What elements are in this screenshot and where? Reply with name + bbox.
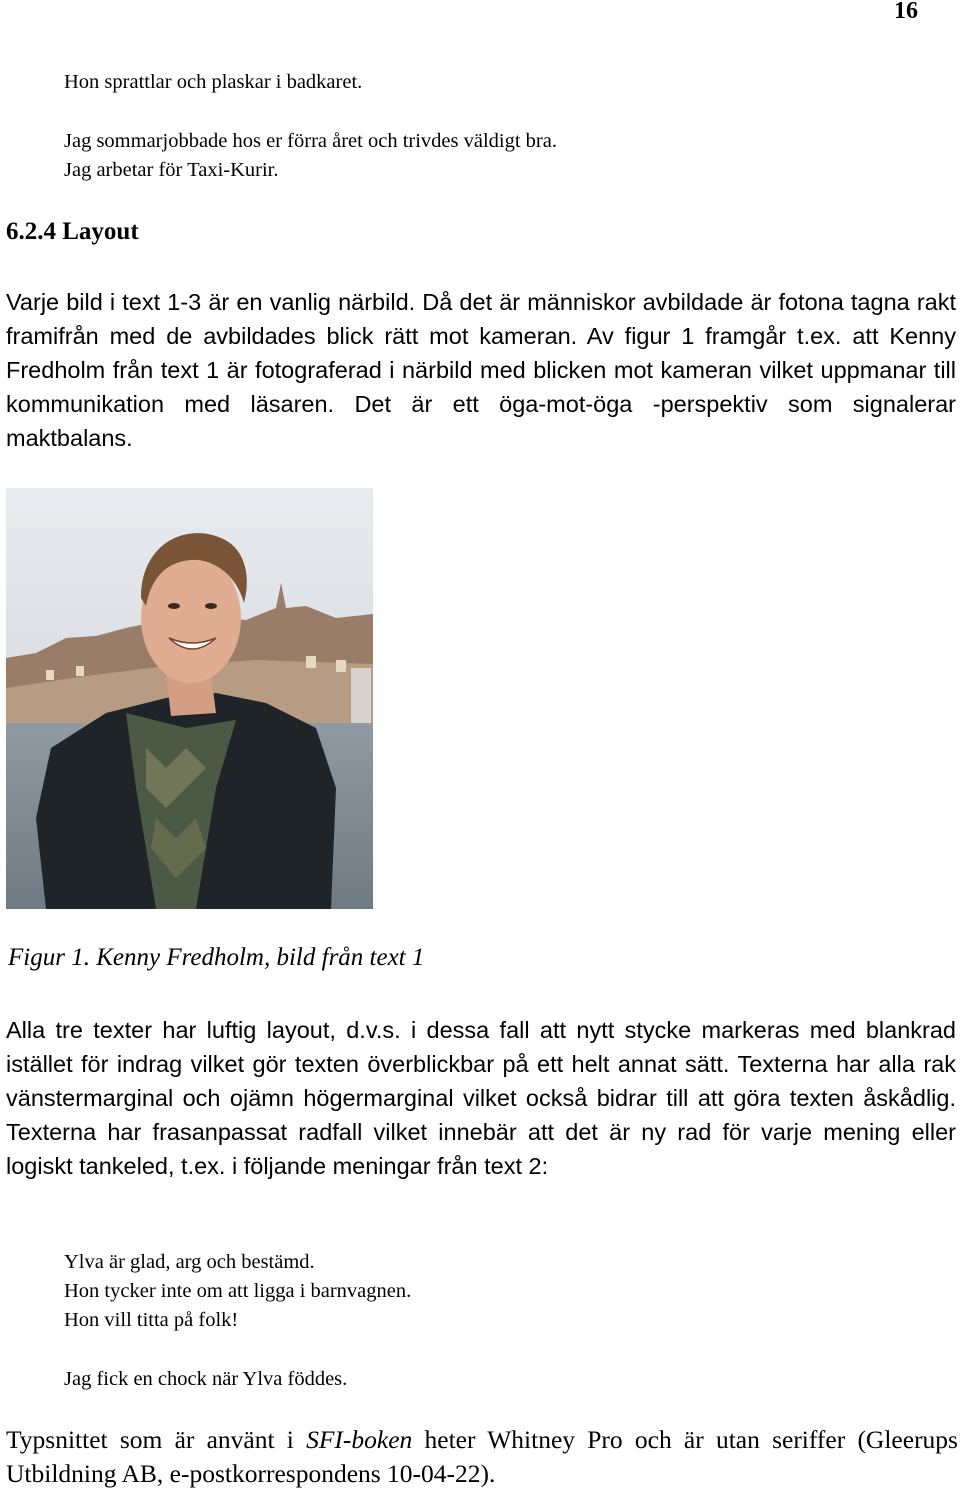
example-sentence: Jag fick en chock när Ylva föddes. xyxy=(64,1368,348,1390)
portrait-photo xyxy=(6,488,373,909)
figure-caption: Figur 1. Kenny Fredholm, bild från text 1 xyxy=(8,944,425,971)
example-sentence: Hon tycker inte om att ligga i barnvagnen. xyxy=(64,1280,412,1302)
body-paragraph: Varje bild i text 1-3 är en vanlig närbild. Då det är människor avbildade är fotona tagna rakt framifrån med de avbildades blick rätt mot kameran. Av figur 1 framgår t.ex. att Kenny Fredholm från text 1 är fotograferad i närbild med blicken mot kameran vilket uppmanar till kommunikation med läsaren. Det är ett öga-mot-öga -perspektiv som signalerar maktbalans. xyxy=(6,289,956,451)
example-sentence: Hon vill titta på folk! xyxy=(64,1309,239,1331)
body-paragraph: Alla tre texter har luftig layout, d.v.s. i dessa fall att nytt stycke markeras med blankrad istället för indrag vilket gör texten överblickbar på ett helt annat sätt. Texterna har alla rak vänstermarginal och ojämn högermarginal vilket också bidrar till att göra texten åskådlig. Texterna har frasanpassat radfall vilket innebär att det är ny rad för varje mening eller logiskt tankeled, t.ex. i följande meningar från text 2: xyxy=(6,1017,956,1179)
closing-text-before: Typsnittet som är använt i xyxy=(6,1425,307,1454)
example-sentence: Hon sprattlar och plaskar i badkaret. xyxy=(64,71,363,93)
example-sentence: Jag sommarjobbade hos er förra året och trivdes väldigt bra. xyxy=(64,130,557,152)
book-title: SFI-boken xyxy=(306,1425,413,1454)
closing-paragraph xyxy=(6,1423,958,1491)
example-sentence: Jag arbetar för Taxi-Kurir. xyxy=(64,159,279,181)
page-number: 16 xyxy=(894,0,918,24)
example-sentence: Ylva är glad, arg och bestämd. xyxy=(64,1251,315,1273)
section-heading: 6.2.4 Layout xyxy=(6,218,139,245)
closing-text-after: heter Whitney Pro och är utan seriffer (Gleerups Utbildning AB, e-postkorrespondens 10-04-22). xyxy=(6,1425,958,1488)
